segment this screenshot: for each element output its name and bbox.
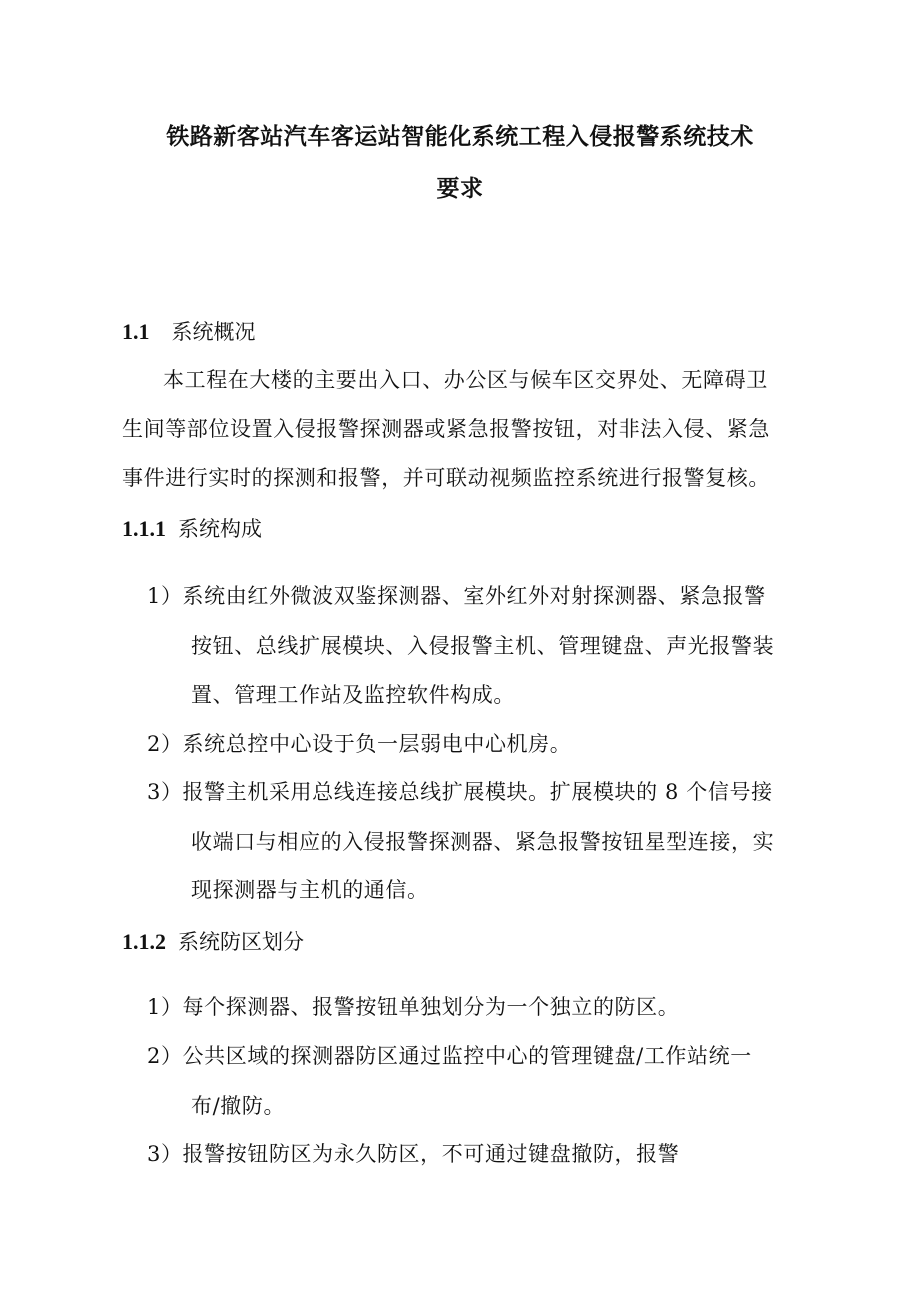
list-item-continuation: 置、管理工作站及监控软件构成。	[191, 683, 515, 707]
section-heading-1-1-2	[122, 926, 304, 956]
section-title: 系统构成	[178, 517, 262, 541]
list-item-continuation: 收端口与相应的入侵报警探测器、紧急报警按钮星型连接，实	[191, 830, 775, 854]
list-item: 1）系统由红外微波双鉴探测器、室外红外对射探测器、紧急报警	[147, 584, 766, 608]
list-item: 2）系统总控中心设于负一层弱电中心机房。	[147, 732, 572, 756]
section-number: 1.1.2	[122, 929, 166, 954]
section-heading-1-1-1	[122, 513, 262, 543]
section-title: 系统概况	[171, 320, 256, 344]
doc-title-line-2: 要求	[436, 176, 484, 202]
list-item-continuation: 布/撤防。	[191, 1094, 286, 1118]
list-item-continuation: 按钮、总线扩展模块、入侵报警主机、管理键盘、声光报警装	[191, 634, 775, 658]
list-item: 3）报警主机采用总线连接总线扩展模块。扩展模块的 8 个信号接	[147, 780, 773, 804]
section-number: 1.1	[122, 319, 150, 344]
paragraph-line: 本工程在大楼的主要出入口、办公区与候车区交界处、无障碍卫	[163, 368, 768, 392]
doc-title-line-1: 铁路新客站汽车客运站智能化系统工程入侵报警系统技术	[166, 124, 754, 150]
paragraph-line: 生间等部位设置入侵报警探测器或紧急报警按钮，对非法入侵、紧急	[122, 417, 770, 441]
list-item: 1）每个探测器、报警按钮单独划分为一个独立的防区。	[147, 995, 680, 1019]
section-title: 系统防区划分	[178, 930, 304, 954]
section-heading-1-1	[122, 316, 256, 346]
paragraph-line: 事件进行实时的探测和报警，并可联动视频监控系统进行报警复核。	[122, 466, 770, 490]
section-number: 1.1.1	[122, 516, 166, 541]
list-item-continuation: 现探测器与主机的通信。	[191, 878, 429, 902]
list-item: 3）报警按钮防区为永久防区，不可通过键盘撤防，报警	[147, 1142, 680, 1166]
list-item: 2）公共区域的探测器防区通过监控中心的管理键盘/工作站统一	[147, 1044, 752, 1068]
